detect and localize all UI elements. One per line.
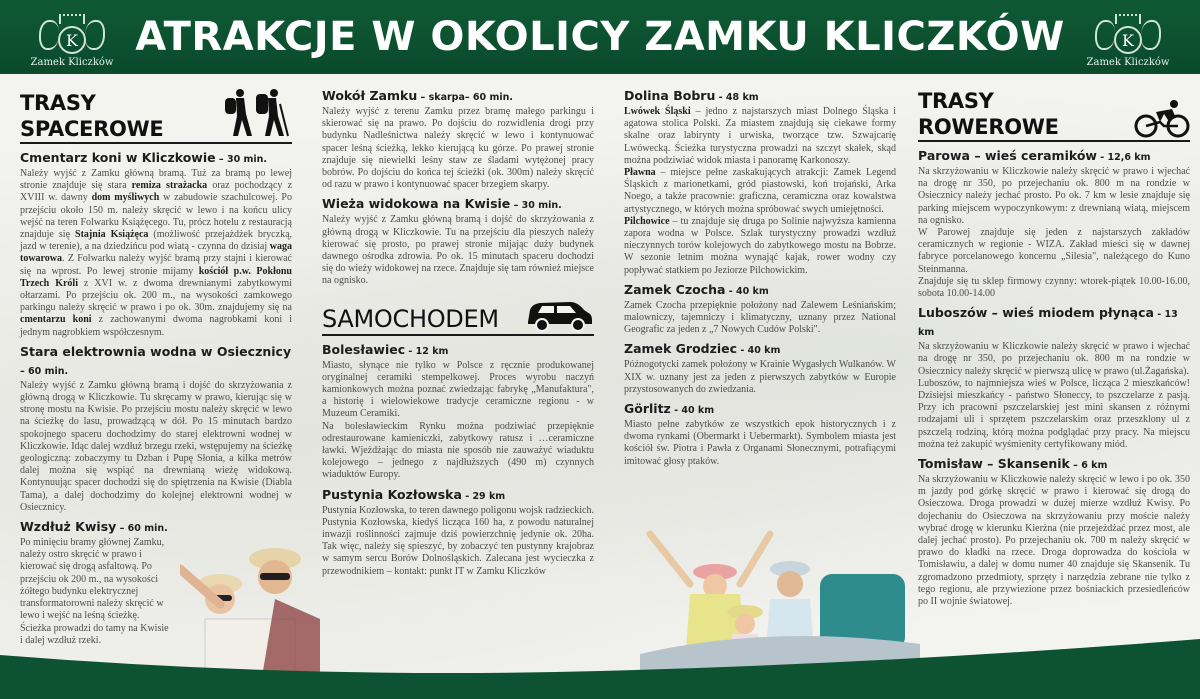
car-icon [524, 298, 594, 334]
route-entry-pustynia-kozlowska: Pustynia Kozłowska - 29 km Pustynia Kozłowska, to teren dawnego poligonu wojsk radzieckich. Pustynia Kozłowska, kiedyś licząca 160 ha, z powodu naturalnej inwazji roślinności zajmuje dziś powierzchnię jedynie ok. 20ha. Tak więc, należy się spieszyć, by zobaczyć ten pustynny krajobraz w samym sercu Borów Dolnośląskich. Zalecana jest wycieczka z przewodnikiem – kontakt: punkt IT w Zamku Kliczków [322, 486, 594, 577]
route-description: Na skrzyżowaniu w Kliczkowie należy skręcić w prawo i wjechać na drogę nr 350, po przejechaniu ok. 800 m na rondzie w Osiecznicy należy skręcić w pierwszą ulicę w prawo (ul.Żagańska). Luboszów, to najmniejsza wieś w Polsce, licząca 2 mieszkańców! Dzisiejsi mieszkańcy - państwo Słoneccy, to pszczelarze z pasją. Przy ich pracowni pszczelarskiej jest mini skansen z różnymi rodzajami uli i sprzętem pszczelarskim oraz przeszklony ul z pszczelą rodziną, którą można podglądać przy pracy. Na miejscu można też zakupić wyśmienity certyfikowany miód. [918, 341, 1190, 450]
cyclist-icon [1134, 98, 1190, 140]
route-entry-elektrownia: Stara elektrownia wodna w Osiecznicy – 60 min. Należy wyjść z Zamku główną bramą i dojść do skrzyżowania z główną drogą w Kliczkowie. Tu skręcamy w prawo, kierując się w stronę mostu na Kwisie. Po przejściu mostu należy skręcić w lewo na ścieżkę do lasu, prowadzącą w dół. Po 15 minutach bardzo spokojnego spaceru dochodzimy do starej elektrowni wodnej w Kliczkowie. Idąc dalej wzdłuż brzegu rzeki, wstępujemy na ścieżkę geologiczną: zobaczymy tu Dzban i Pupę Słonia, a kilka metrów dalej można się wspiąć na drewnianą wieżę widokową. Kontynuując spacer dochodzi się do spiętrzenia na Kwisie (Diabla Tama), a dalej dochodzimy do kolejnej elektrowni wodnej w Osiecznicy. [20, 343, 292, 513]
bike-routes-heading: TRASY ROWEROWE [918, 88, 1190, 142]
route-description: Po minięciu bramy głównej Zamku, należy ostro skręcić w prawo i kierować się drogą asfaltową. Po przejściu ok 200 m., na wysokości żółtego budynku elektrycznej transformatorowni należy skręcić w lewo i wejść na leśną ścieżkę. Ścieżka prowadzi do tamy na Kwisie i dalej wzdłuż rzeki. [20, 537, 169, 646]
walking-routes-column [20, 88, 292, 652]
route-description: Lwówek Śląski – jedno z najstarszych miast Dolnego Śląska i agatowa stolica Polski. Za miastem znajdują się ciekawe formy skalne oraz labirynty i urwiska, tworzące tzw. Szwajcarię Lwówecką. Ścieżka turystyczna prowadzi na szczyt skałek, skąd można podziwiać widok miasta i panoramę Karkonoszy. Pławna – miejsce pełne zaskakujących atrakcji: Zamek Legend Śląskich z marionetkami, gród piastowski, koń trojański, Arka Noego, a także pracownie: graficzna, ceramiczna oraz kowalstwa artystycznego, w których można spróbować swych umiejętności. Pilchowice – tu znajduje się druga po Solinie najwyższa kamienna zapora wodna w Polsce. Szlak turystyczny prowadzi wzdłuż nieczynnych torów kolejowych do zabytkowego mostu na Bobrze. W sezonie letnim można wynająć kajak, rower wodny czy popływać statkiem po Jeziorze Pilchowickim. [624, 106, 896, 276]
hikers-icon [222, 88, 292, 142]
route-description: Na skrzyżowaniu w Kliczkowie należy skręcić w prawo i wjechać na drogę nr 350, po przejechaniu ok. 800 m na rondzie w Osiecznicy należy jechać prosto. Po ok. 7 km w lesie znajduje się parking miejscem wypoczynkowym: z drewnianą wiatą, miejscem na ognisko. W Parowej znajduje się jeden z najstarszych zakładów ceramicznych w regionie - WIZA. Zakład mieści się w dawnej fabryce porcelanowego koncernu „Silesia", należącego do Kuno Steinmanna. Znajduje się tu sklep firmowy czynny: wtorek-piątek 10.00-16.00, sobota 10.00-14.00 [918, 166, 1190, 300]
content-area [0, 74, 1200, 699]
route-description: Na skrzyżowaniu w Kliczkowie należy skręcić w lewo i po ok. 350 m jazdy pod górkę skręcić w prawo i kierować się drogą do Osieczowa. Droga prowadzi w dużej mierze wzdłuż Kwisy. Po dojechaniu do Osieczowa na skrzyżowaniu przy moście należy wybrać drogę w kierunku Kierżna (nie przejeżdżać przez most, ale dalej jechać prosto). Po przejechaniu ok. 700 m należy skręcić w prawo do kładki na rzece. Droga doprowadza do kościoła w Tomisławiu, a dalej w domu numer 40 znajduje się Skansenik. Tu zgromadzono przedmioty, sprzęty i narzędzia zebrane nie tylko z tego regionu, ale przywiezione przez bośniackich przesiedleńców po II wojnie światowej. [918, 474, 1190, 608]
route-entry-parowa: Parowa – wieś ceramików - 12,6 km Na skrzyżowaniu w Kliczkowie należy skręcić w prawo i wjechać na drogę nr 350, po przejechaniu ok. 800 m na rondzie w Osiecznicy należy jechać prosto. Po ok. 7 km w lesie znajduje się parking miejscem wypoczynkowym: z drewnianą wiatą, miejscem na ognisko. W Parowej znajduje się jeden z najstarszych zakładów ceramicznych w regionie - WIZA. Zakład mieści się w dawnej fabryce porcelanowego koncernu „Silesia", należącego do Kuno Steinmanna. Znajduje się tu sklep firmowy czynny: wtorek-piątek 10.00-16.00, sobota 10.00-14.00 [918, 148, 1190, 300]
route-entry-tomislaw: Tomisław – Skansenik – 6 km Na skrzyżowaniu w Kliczkowie należy skręcić w lewo i po ok. 350 m jazdy pod górkę skręcić w prawo i kierować się drogą do Osieczowa. Droga prowadzi w dużej mierze wzdłuż Kwisy. Po dojechaniu do Osieczowa na skrzyżowaniu przy moście należy wybrać drogę w kierunku Kierżna (nie przejeżdżać przez most, ale dalej jechać prosto). Po przejechaniu ok. 700 m należy skręcić w prawo do kładki na rzece. Droga doprowadza do kościoła w Tomisławiu, a dalej w domu numer 40 znajduje się Skansenik. Tu zgromadzono przedmioty, sprzęty i narzędzia zebrane nie tylko z tego regionu, ale przywiezione przez bośniackich przesiedleńców po II wojnie światowej. [918, 456, 1190, 608]
page-title: ATRAKCJE W OKOLICY ZAMKU KLICZKÓW [135, 14, 1065, 60]
route-description: Zamek Czocha przepięknie położony nad Zalewem Leśniańskim; malowniczy, tajemniczy i klimatyczny, uznany przez National Geografic za jeden z „7 Nowych Cudów Polski". [624, 299, 896, 336]
route-description: Miasto, słynące nie tylko w Polsce z ręcznie produkowanej oryginalnej ceramiki stempelkowej. Proces wyrobu naczyń kamionkowych można poznać zwiedzając fabrykę „Manufaktura", a historię i wielowiekowe tradycje ceramiczne regionu - w Muzeum Ceramiki. Na bolesławieckim Rynku można podziwiać przepięknie odrestaurowane kamieniczki, zabytkowy ratusz i …ceramiczne ławki. Wjeżdżając do miasta nie sposób nie zauważyć wiaduktu kolejowego – jednego z najdłuższych (490 m) czynnych wiaduktów Europy. [322, 359, 594, 481]
route-description: Należy wyjść z Zamku główną bramą i dojść do skrzyżowania z główną drogą w Kliczkowie. Tu na przejściu dla pieszych należy kierować się prosto, po prawej stronie mijając duży budynek dawnego ośrodka zdrowia. Po ok. 15 minutach spaceru dochodzi się do wieży widokowej na rzece. Znajduje się tam również miejsce na ognisko. [322, 214, 594, 287]
logo-text: Zamek Kliczków [1086, 57, 1170, 68]
route-entry-wieza-widokowa: Wieża widokowa na Kwisie – 30 min. Należy wyjść z Zamku główną bramą i dojść do skrzyżowania z główną drogą w Kliczkowie. Tu na przejściu dla pieszych należy kierować się prosto, po prawej stronie mijając duży budynek dawnego ośrodka zdrowia. Po ok. 15 minutach spaceru dochodzi się do wieży widokowej na rzece. Znajduje się tam również miejsce na ognisko. [322, 196, 594, 287]
route-entry-wokol-zamku: Wokół Zamku – skarpa– 60 min. Należy wyjść z terenu Zamku przez bramę małego parkingu i skierować się na prawo. Po dojściu do rozwidlenia drogi przy budynku Nadleśnictwa należy skręcić w lewo i kontynuować spacer leśną ścieżką, lekko kierującą ku górze. Po prawej stronie znajduje się niewielki leśny staw ze śladami wytężonej pracy bobrów. Po dojściu do końca tej ścieżki (ok. 300m) należy skręcić od razu w prawo i kontynuować spacer brzegiem skarpy. [322, 88, 594, 191]
logo-text: Zamek Kliczków [30, 57, 114, 68]
walking-routes-heading: TRASY SPACEROWE [20, 88, 292, 144]
car-routes-heading: SAMOCHODEM [322, 298, 594, 336]
castle-logo-right [1086, 6, 1170, 68]
crest-icon: K [1093, 12, 1163, 56]
route-entry-luboszow: Luboszów – wieś miodem płynąca - 13 km Na skrzyżowaniu w Kliczkowie należy skręcić w prawo i wjechać na drogę nr 350, po przejechaniu ok. 800 m na rondzie w Osiecznicy należy skręcić w pierwszą ulicę w prawo (ul.Żagańska). Luboszów, to najmniejsza wieś w Polsce, licząca 2 mieszkańców! Dzisiejsi mieszkańcy - państwo Słoneccy, to pszczelarze z pasją. Przy ich pracowni pszczelarskiej jest mini skansen z różnymi rodzajami uli i sprzętem pszczelarskim oraz przeszklony ul z pszczelą rodziną, którą można podglądać przy pracy. Na miejscu można też zakupić wyśmienity certyfikowany miód. [918, 305, 1190, 450]
route-description: Miasto pełne zabytków ze wszystkich epok historycznych i z dwoma rynkami (Obermarkt i Uebermarkt). Symbolem miasta jest kościół św. Piotra i Pawła z Organami Słonecznymi, potrafiącymi imitować głosy ptaków. [624, 419, 896, 467]
footer-wave [0, 619, 1200, 699]
route-entry-zamek-czocha: Zamek Czocha - 40 km Zamek Czocha przepięknie położony nad Zalewem Leśniańskim; malowniczy, tajemniczy i klimatyczny, uznany przez National Geografic za jeden z „7 Nowych Cudów Polski". [624, 281, 896, 336]
route-description: Późnogotycki zamek położony w Krainie Wygasłych Wulkanów. W XIX w. uznany jest za jeden z pierwszych zabytków w Europie przystosowanych do zwiedzania. [624, 359, 896, 395]
route-entry-boleslawiec: Bolesławiec - 12 km Miasto, słynące nie tylko w Polsce z ręcznie produkowanej oryginalnej ceramiki stempelkowej. Proces wyrobu naczyń kamionkowych można poznać zwiedzając fabrykę „Manufaktura", a historię i wielowiekowe tradycje ceramiczne regionu - w Muzeum Ceramiki. Na bolesławieckim Rynku można podziwiać przepięknie odrestaurowane kamieniczki, zabytkowy ratusz i …ceramiczne ławki. Wjeżdżając do miasta nie sposób nie zauważyć wiaduktu kolejowego – jednego z najdłuższych (490 m) czynnych wiaduktów Europy. [322, 341, 594, 481]
walking-and-car-column [322, 88, 594, 583]
crest-icon: K [37, 12, 107, 56]
bike-routes-column [918, 88, 1190, 613]
route-entry-zamek-grodziec: Zamek Grodziec - 40 km Późnogotycki zamek położony w Krainie Wygasłych Wulkanów. W XIX w. uznany jest za jeden z pierwszych zabytków w Europie przystosowanych do zwiedzania. [624, 341, 896, 395]
route-description: Należy wyjść z terenu Zamku przez bramę małego parkingu i skierować się na prawo. Po dojściu do rozwidlenia drogi przy budynku Nadleśnictwa należy skręcić w lewo i kontynuować spacer leśną ścieżką, lekko kierującą ku górze. Po prawej stronie znajduje się niewielki leśny staw ze śladami wytężonej pracy bobrów. Po dojściu do końca tej ścieżki (ok. 300m) należy skręcić od razu w prawo i kontynuować spacer brzegiem skarpy. [322, 106, 594, 191]
route-description: Należy wyjść z Zamku główną bramą i dojść do skrzyżowania z główną drogą w Kliczkowie. Tu skręcamy w prawo, kierując się w stronę mostu na Kwisie. Po przejściu mostu należy skręcić w lewo na ścieżkę do lasu, prowadzącą w dół. Po 15 minutach bardzo spokojnego spaceru dochodzimy do starej elektrowni wodnej w Kliczkowie. Idąc dalej wzdłuż brzegu rzeki, wstępujemy na ścieżkę geologiczną: zobaczymy tu Dzban i Pupę Słonia, a kilka metrów dalej można się wspiąć na drewnianą wieżę widokową. Kontynuując spacer dochodzi się do spiętrzenia na Kwisie (Diabla Tama), a dalej dochodzimy do kolejnej elektrowni wodnej w Osiecznicy. [20, 379, 292, 513]
route-description: Pustynia Kozłowska, to teren dawnego poligonu wojsk radzieckich. Pustynia Kozłowska, kiedyś licząca 160 ha, z powodu naturalnej inwazji roślinności zajmuje dziś powierzchnię jedynie ok. 20ha. Tak więc, należy się spieszyć, by zobaczyć ten pustynny krajobraz w samym sercu Borów Dolnośląskich. Zalecana jest wycieczka z przewodnikiem – kontakt: punkt IT w Zamku Kliczków [322, 504, 594, 577]
route-entry-gorlitz: Görlitz - 40 km Miasto pełne zabytków ze wszystkich epok historycznych i z dwoma rynkami (Obermarkt i Uebermarkt). Symbolem miasta jest kościół św. Piotra i Pawła z Organami Słonecznymi, potrafiącymi imitować głosy ptaków. [624, 401, 896, 467]
route-entry-wzdluz-kwisy: Wzdłuż Kwisy – 60 min. Po minięciu bramy głównej Zamku, należy ostro skręcić w prawo i kierować się drogą asfaltową. Po przejściu ok 200 m., na wysokości żółtego budynku elektrycznej transformatorowni należy skręcić w lewo i wejść na leśną ścieżkę. Ścieżka prowadzi do tamy na Kwisie i dalej wzdłuż rzeki. [20, 519, 169, 646]
castle-logo-left [30, 6, 114, 68]
route-description: Należy wyjść z Zamku główną bramą. Tuż za bramą po lewej stronie znajduje się stara remiza strażacka oraz pochodzący z XVIII w. dawny dom myśliwych w zabudowie szachulcowej. Po przejściu około 150 m. należy skręcić w lewo i na końcu ulicy wejść na teren Folwarku Książęcego. Tu, prócz hotelu z restauracją znajduje się Stajnia Książęca (możliwość przejażdżek bryczką, jazd w terenie), a na dziedzińcu pod wiatą - czynna do dzisiaj waga towarowa. Z Folwarku należy wyjść bramą przy stajni i kierować się na wprost. Po lewej stronie mijamy kościół p.w. Pokłonu Trzech Króli z XVI w. z dwoma drewnianymi zabytkowymi ołtarzami. Po przejściu ok. 200 m., na wysokości zamkowego parkingu należy skręcić w prawo i po ok. 30m. znajdujemy się na cmentarzu koni z zachowanymi dwoma nagrobkami koni i jednym nagrobkiem współczesnym. [20, 168, 293, 338]
route-entry-cmentarz-koni: Cmentarz koni w Kliczkowie – 30 min. Należy wyjść z Zamku główną bramą. Tuż za bramą po lewej stronie znajduje się stara remiza strażacka oraz pochodzący z XVIII w. dawny dom myśliwych w zabudowie szachulcowej. Po przejściu około 150 m. należy skręcić w lewo i na końcu ulicy wejść na teren Folwarku Książęcego. Tu, prócz hotelu z restauracją znajduje się Stajnia Książęca (możliwość przejażdżek bryczką, jazd w terenie), a na dziedzińcu pod wiatą - czynna do dzisiaj waga towarowa. Z Folwarku należy wyjść bramą przy stajni i kierować się na wprost. Po lewej stronie mijamy kościół p.w. Pokłonu Trzech Króli z XVI w. z dwoma drewnianymi zabytkowymi ołtarzami. Po przejściu ok. 200 m., na wysokości zamkowego parkingu należy skręcić w prawo i po ok. 30m. znajdujemy się na cmentarzu koni z zachowanymi dwoma nagrobkami koni i jednym nagrobkiem współczesnym. [20, 150, 293, 338]
header-banner [0, 0, 1200, 74]
car-routes-column [624, 88, 896, 473]
route-entry-dolina-bobru: Dolina Bobru - 48 km Lwówek Śląski – jedno z najstarszych miast Dolnego Śląska i agatowa stolica Polski. Za miastem znajdują się ciekawe formy skalne oraz labirynty i urwiska, tworzące tzw. Szwajcarię Lwówecką. Ścieżka turystyczna prowadzi na szczyt skałek, skąd można podziwiać widok miasta i panoramę Karkonoszy. Pławna – miejsce pełne zaskakujących atrakcji: Zamek Legend Śląskich z marionetkami, gród piastowski, koń trojański, Arka Noego, a także pracownie: graficzna, ceramiczna oraz kowalstwa artystycznego, w których można spróbować swych umiejętności. Pilchowice – tu znajduje się druga po Solinie najwyższa kamienna zapora wodna w Polsce. Szlak turystyczny prowadzi wzdłuż nieczynnych torów kolejowych do zabytkowego mostu na Bobrze. W sezonie letnim można wynająć kajak, rower wodny czy popływać statkiem po Jeziorze Pilchowickim. [624, 88, 896, 276]
